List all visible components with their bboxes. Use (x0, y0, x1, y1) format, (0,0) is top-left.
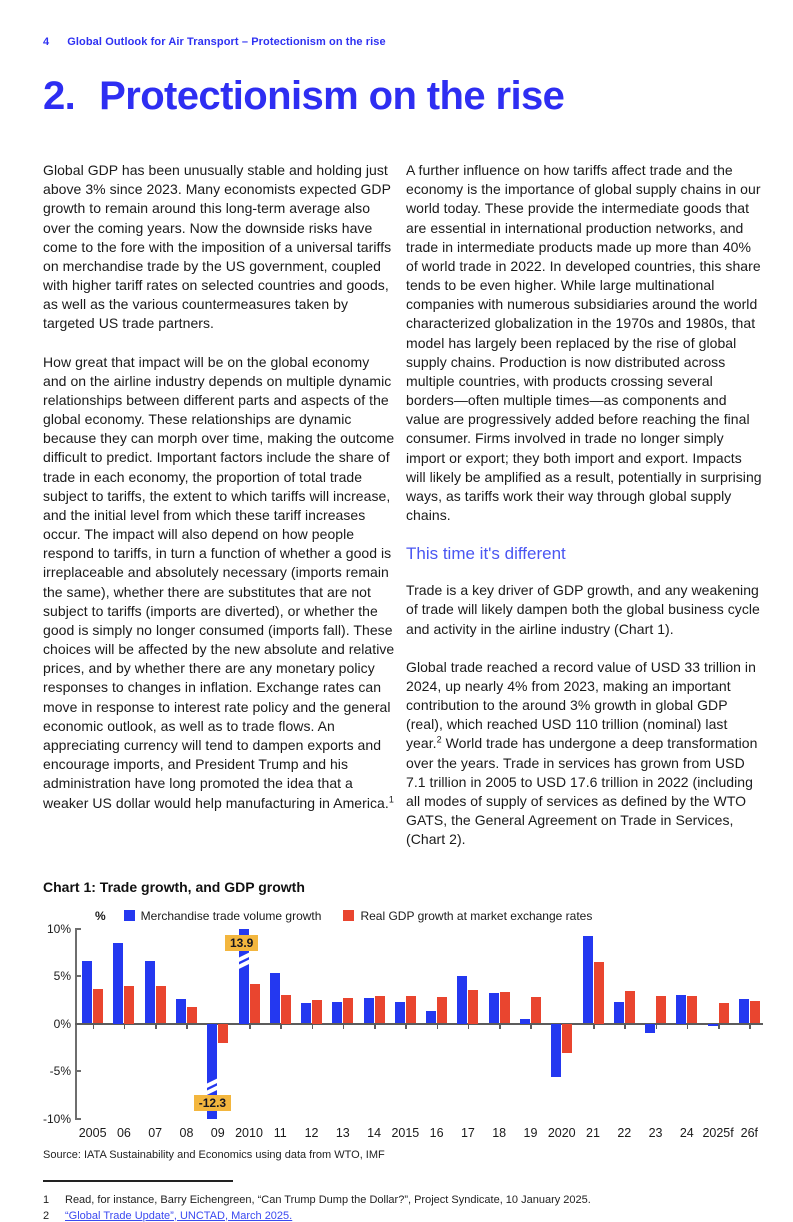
y-axis-tick-label: 5% (53, 969, 71, 983)
gdp-growth-bar (500, 992, 510, 1023)
trade-growth-bar (583, 936, 593, 1023)
gdp-growth-bar (156, 986, 166, 1023)
trade-growth-bar (739, 999, 749, 1024)
x-axis-tick (499, 1025, 501, 1029)
paragraph-text: Global trade reached a record value of USD 33 trillion in 2024, up nearly 4% from 2023, making an important contribution to the around 3% growth in global GDP (real), which reached USD 110 trillion (nominal) last year. (406, 658, 756, 752)
y-axis-unit-label: % (95, 908, 106, 923)
trade-growth-bar (176, 999, 186, 1024)
x-axis-tick-label: 06 (116, 1125, 131, 1140)
x-axis-tick-label: 24 (679, 1125, 694, 1140)
footnote-separator (43, 1180, 233, 1182)
x-axis-tick (93, 1025, 95, 1029)
x-axis-tick-label: 08 (179, 1125, 194, 1140)
trade-growth-bar (645, 1024, 655, 1034)
chart-source: Source: IATA Sustainability and Economics using data from WTO, IMF (43, 1148, 385, 1161)
x-axis-tick (124, 1025, 126, 1029)
trade-growth-bar (113, 943, 123, 1024)
x-axis-tick-label: 2025f (702, 1125, 734, 1140)
gdp-growth-bar (93, 989, 103, 1023)
x-axis-tick-label: 19 (523, 1125, 538, 1140)
chart-plot-area (42, 921, 762, 1140)
y-axis-tick-label: 0% (53, 1016, 71, 1031)
trade-growth-bar (270, 973, 280, 1023)
x-axis-tick-label: 2015 (391, 1125, 420, 1140)
y-axis-tick (75, 1118, 81, 1120)
trade-growth-bar (426, 1011, 436, 1023)
body-paragraph (406, 581, 762, 639)
x-axis-tick (530, 1025, 532, 1029)
x-axis-tick (468, 1025, 470, 1029)
subsection-heading: This time it's different (406, 544, 566, 564)
footnote-text: Read, for instance, Barry Eichengreen, “Can Trump Dump the Dollar?”, Project Syndicate, 10 January 2025. (65, 1193, 591, 1206)
x-axis-tick-label: 2005 (78, 1125, 107, 1140)
y-axis-tick (75, 928, 81, 930)
section-heading (43, 74, 762, 119)
x-axis-tick (749, 1025, 751, 1029)
trade-growth-bar (676, 995, 686, 1024)
x-axis-tick (249, 1025, 251, 1029)
y-axis-tick-label: -10% (42, 1111, 71, 1126)
x-axis-tick (624, 1025, 626, 1029)
bar-value-label: -12.3 (194, 1095, 231, 1111)
x-axis-tick (155, 1025, 157, 1029)
x-axis-tick-label: 12 (304, 1125, 319, 1140)
running-header (43, 36, 762, 48)
paragraph-text: How great that impact will be on the global economy and on the airline industry depends on multiple dynamic relationships between different parts and aspects of the global economy. These relationships are dynamic because they can morph over time, making the outcome difficult to predict. Important factors include the share of trade in each economy, the proportion of total trade subject to tariffs, the extent to which tariffs will increase, and the initial level from which these tariff increases occur. The impact will also depend on how people respond to tariffs, in turn a function of whether a good is irreplaceable and absolutely necessary (imports remain the same), whether there are substitutes that are not subject to tariffs (imports are diverted), or whether the good is simply no longer consumed (imports fall). These choices will be affected by the new absolute and relative prices, and by whether there are any monetary policy responses to changes in inflation. Exchange rates can move in response to interest rate policy and the general economic outlook, as well as to trade flows. An appreciating currency will tend to dampen exports and encourage imports, and President Trump and his administration have long promoted the idea that a weaker US dollar would help manufacturing in America. (43, 353, 395, 811)
y-axis-tick-label: -5% (49, 1064, 71, 1078)
red-swatch-icon (343, 910, 354, 921)
x-axis-tick (687, 1025, 689, 1029)
legend-item-gdp (343, 909, 592, 923)
trade-growth-bar (457, 976, 467, 1024)
x-axis-tick (437, 1025, 439, 1029)
footnote-number: 1 (43, 1193, 50, 1206)
legend-label: Real GDP growth at market exchange rates (360, 908, 593, 923)
gdp-growth-bar (312, 1000, 322, 1024)
section-number: 2. (43, 74, 76, 118)
x-axis-tick-label: 14 (367, 1125, 382, 1140)
x-axis-tick (374, 1025, 376, 1029)
x-axis-tick-label: 18 (492, 1125, 507, 1140)
paragraph-text: A further influence on how tariffs affect trade and the economy is the importance of global supply chains in our world today. These provide the intermediate goods that are essential in international production networks, and trade in intermediate products made up more than 40% of world trade in 2022. In developed countries, this share tends to be even higher. While large multinational companies with numerous subsidiaries around the world characterized globalization in the 1970s and 1980s, that model has largely been replaced by the rise of global supply chains. Production is now distributed across multiple countries, with products crossing several borders—often multiple times—as components and value are progressively added before reaching the final consumer. Firms involved in trade no longer simply import or export; they both import and export. Impacts will likely be amplified as a result, potentially in surprising ways, as tariffs work their way through global supply chains. (406, 162, 762, 524)
gdp-growth-bar (343, 998, 353, 1024)
gdp-growth-bar (187, 1007, 197, 1023)
trade-growth-bar (364, 998, 374, 1024)
trade-growth-bar (489, 993, 499, 1023)
gdp-growth-bar (625, 991, 635, 1023)
gdp-growth-bar (375, 996, 385, 1024)
gdp-growth-bar (437, 997, 447, 1024)
trade-growth-bar (301, 1003, 311, 1024)
x-axis-tick (593, 1025, 595, 1029)
right-column (406, 161, 762, 869)
footnote-reference[interactable]: 1 (388, 793, 394, 804)
x-axis-tick-label: 21 (586, 1125, 600, 1140)
left-column (43, 161, 395, 869)
x-axis-tick-label: 09 (210, 1125, 225, 1140)
trade-growth-bar (332, 1002, 342, 1024)
trade-growth-bar (520, 1019, 530, 1024)
x-axis-tick-label: 2020 (547, 1125, 576, 1140)
gdp-growth-bar (594, 962, 604, 1024)
trade-growth-bar (708, 1024, 718, 1027)
trade-growth-bar (614, 1002, 624, 1024)
body-paragraph (406, 658, 762, 850)
footnotes (43, 1194, 762, 1222)
x-axis-tick-label: 11 (273, 1125, 287, 1140)
page-number: 4 (43, 36, 50, 48)
x-axis-tick (186, 1025, 188, 1029)
gdp-growth-bar (562, 1024, 572, 1053)
paragraph-text: Global GDP has been unusually stable and holding just above 3% since 2023. Many economists expected GDP growth to remain around this long-term average also over the coming years. Now the downside risks have come to the fore with the imposition of a universal tariffs on merchandise trade by the US government, coupled with higher tariff rates on selected countries and goods, as well as the various countermeasures taken by targeted US trade partners. (43, 162, 392, 332)
footnote-link[interactable]: “Global Trade Update”, UNCTAD, March 2025. (65, 1209, 293, 1222)
y-axis-tick-label: 10% (46, 921, 71, 936)
x-axis-tick-label: 26f (740, 1125, 759, 1140)
y-axis-tick (75, 975, 81, 977)
trade-growth-bar (395, 1002, 405, 1024)
gdp-growth-bar (531, 997, 541, 1024)
two-column-body (43, 161, 762, 869)
section-title-text: Protectionism on the rise (99, 74, 565, 118)
legend-item-trade (124, 909, 322, 923)
trade-growth-bar (145, 961, 155, 1024)
x-axis-tick (280, 1025, 282, 1029)
x-axis-tick-label: 22 (617, 1125, 632, 1140)
body-paragraph (43, 161, 395, 334)
chart-block (43, 879, 762, 1161)
legend-label: Merchandise trade volume growth (140, 908, 322, 923)
x-axis-tick (656, 1025, 658, 1029)
footnote-reference[interactable]: 2 (436, 734, 442, 745)
blue-swatch-icon (124, 910, 135, 921)
x-axis-tick (405, 1025, 407, 1029)
x-axis-tick (718, 1025, 720, 1029)
x-axis-tick-label: 13 (335, 1125, 350, 1140)
gdp-growth-bar (750, 1001, 760, 1024)
x-axis-tick-label: 07 (148, 1125, 163, 1140)
bar-chart (42, 921, 763, 1140)
x-axis-tick-label: 17 (460, 1125, 475, 1140)
x-axis-tick (312, 1025, 314, 1029)
paragraph-text: World trade has undergone a deep transformation over the years. Trade in services has grown from USD 7.1 trillion in 2005 to USD 17.6 trillion in 2022 (including all modes of supply of services as defined by the WTO GATS, the General Agreement on Trade in Services, (Chart 2). (406, 735, 758, 848)
chart-legend (95, 909, 762, 923)
x-axis-tick-label: 16 (429, 1125, 444, 1140)
body-paragraph (43, 353, 395, 813)
gdp-growth-bar (281, 995, 291, 1024)
trade-growth-bar (551, 1024, 561, 1077)
trade-growth-bar (82, 961, 92, 1024)
x-axis-tick-label: 2010 (235, 1125, 263, 1140)
running-title: Global Outlook for Air Transport – Protectionism on the rise (67, 36, 386, 48)
gdp-growth-bar (687, 996, 697, 1024)
footnote-row (43, 1194, 762, 1206)
paragraph-text: Trade is a key driver of GDP growth, and any weakening of trade will likely dampen both the global business cycle and activity in the airline industry (Chart 1). (406, 582, 760, 637)
gdp-growth-bar (468, 990, 478, 1023)
gdp-growth-bar (719, 1003, 729, 1024)
bar-value-label: 13.9 (225, 935, 258, 951)
body-paragraph (406, 161, 762, 525)
gdp-growth-bar (656, 996, 666, 1024)
gdp-growth-bar (250, 984, 260, 1024)
footnote-row (43, 1210, 762, 1222)
x-axis-tick-label: 23 (648, 1125, 663, 1140)
y-axis-tick (75, 1070, 81, 1072)
x-axis-tick (343, 1025, 345, 1029)
chart-title: Chart 1: Trade growth, and GDP growth (43, 878, 305, 895)
gdp-growth-bar (218, 1024, 228, 1043)
footnote-number: 2 (43, 1209, 50, 1222)
gdp-growth-bar (124, 986, 134, 1024)
gdp-growth-bar (406, 996, 416, 1024)
